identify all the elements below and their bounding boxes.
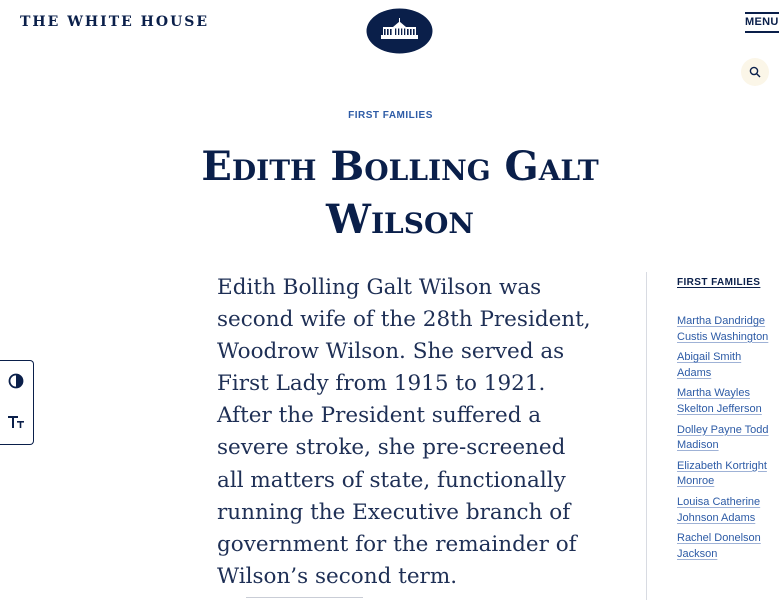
sidebar-link[interactable]: Elizabeth Kortright Monroe bbox=[677, 459, 767, 488]
sidebar bbox=[677, 277, 777, 567]
sidebar-list bbox=[677, 314, 777, 562]
menu-button[interactable]: MENU bbox=[745, 12, 779, 33]
text-size-icon bbox=[7, 414, 25, 430]
search-icon bbox=[749, 66, 761, 78]
search-button[interactable] bbox=[741, 58, 769, 86]
sidebar-link[interactable]: Martha Dandridge Custis Washington bbox=[677, 315, 769, 343]
article-body: Edith Bolling Galt Wilson was second wife of the 28th President, Woodrow Wilson. She served as First Lady from 1915 to 1921. After the President suffered a severe stroke, she pre-screened all matters of state, functionally running the Executive branch of government for the remainder of Wilson’s second term. bbox=[217, 275, 591, 589]
accessibility-toolbar bbox=[0, 360, 34, 445]
sidebar-link[interactable]: Dolley Payne Todd Madison bbox=[677, 423, 769, 452]
sidebar-link[interactable]: Louisa Catherine Johnson Adams bbox=[677, 495, 761, 524]
white-house-seal-icon[interactable] bbox=[366, 8, 433, 54]
sidebar-link[interactable]: Martha Wayles Skelton Jefferson bbox=[677, 387, 762, 415]
content-divider bbox=[246, 597, 363, 598]
site-name[interactable]: THE WHITE HOUSE bbox=[20, 14, 210, 30]
category-eyebrow[interactable]: FIRST FAMILIES bbox=[348, 110, 433, 121]
sidebar-link[interactable]: Rachel Donelson Jackson bbox=[677, 532, 761, 560]
text-size-button[interactable] bbox=[7, 413, 25, 431]
sidebar-link[interactable]: Abigail Smith Adams bbox=[677, 351, 742, 379]
sidebar-heading[interactable]: FIRST FAMILIES bbox=[677, 277, 761, 288]
contrast-toggle-button[interactable] bbox=[7, 372, 25, 390]
sidebar-divider bbox=[646, 272, 647, 600]
contrast-icon bbox=[8, 373, 24, 389]
page-title: Edith Bolling Galt Wilson bbox=[201, 143, 599, 243]
